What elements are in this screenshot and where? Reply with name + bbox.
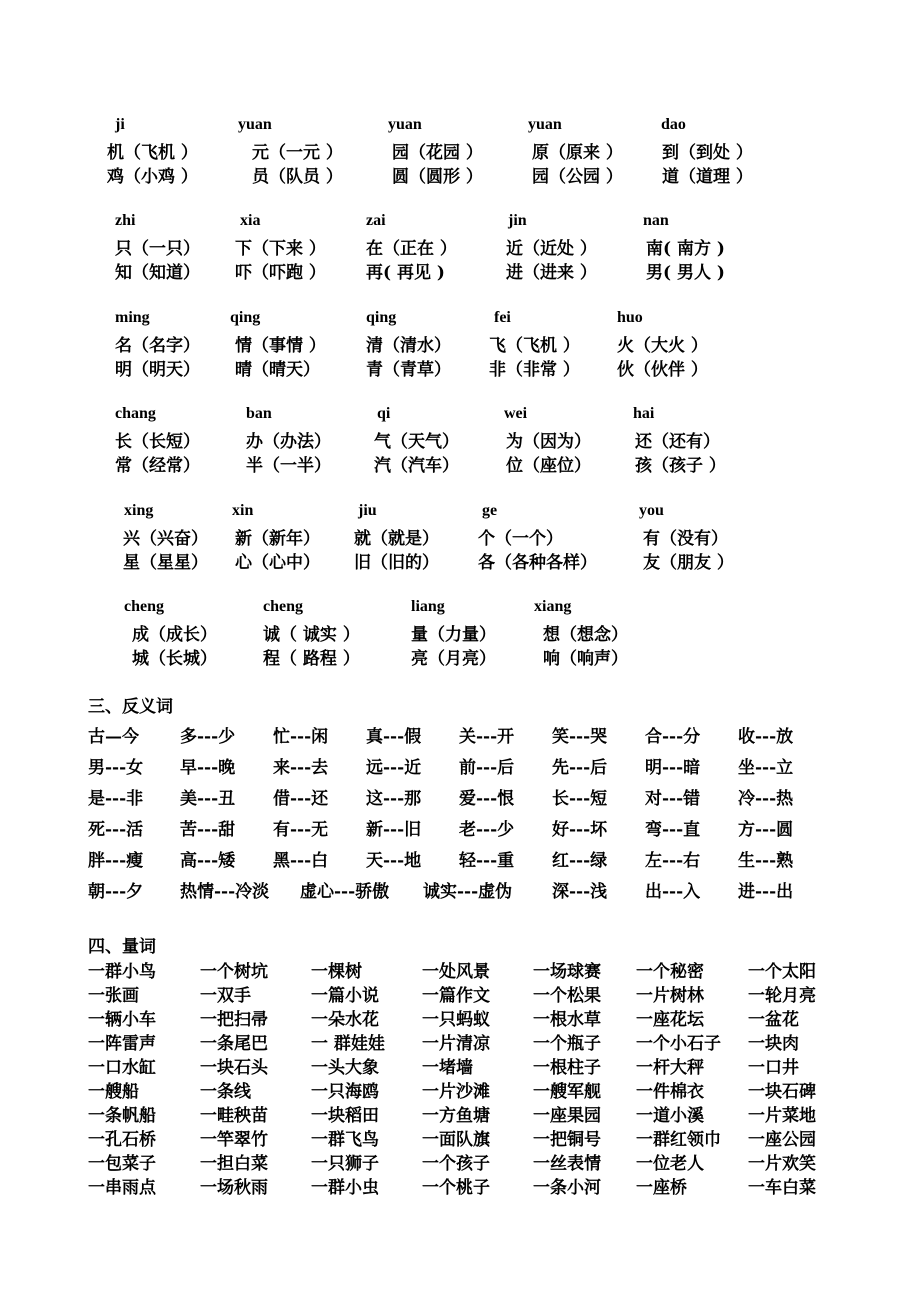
homophone-group — [0, 598, 920, 674]
homophone-word: 常（经常） — [115, 456, 200, 476]
measure-word-phrase: 一片清凉 — [422, 1034, 490, 1054]
homophone-word: 半（一半） — [246, 456, 331, 476]
antonym-pair: 天---地 — [366, 851, 422, 871]
pinyin-label: xia — [240, 212, 261, 229]
homophone-word: 员（队员 ） — [252, 167, 343, 187]
antonym-pair: 早---晚 — [180, 758, 236, 778]
measure-word-phrase: 一篇小说 — [311, 986, 379, 1006]
pinyin-label: zai — [366, 212, 386, 229]
measure-word-phrase: 一条线 — [200, 1082, 251, 1102]
measure-word-phrase: 一个松果 — [533, 986, 601, 1006]
measure-word-phrase: 一个瓶子 — [533, 1034, 601, 1054]
measure-word-phrase: 一阵雷声 — [88, 1034, 156, 1054]
homophone-word: 非（非常 ） — [489, 360, 580, 380]
antonym-pair: 古—今 — [88, 727, 139, 747]
antonym-pair: 苦---甜 — [180, 820, 236, 840]
measure-word-phrase: 一个太阳 — [748, 962, 816, 982]
antonym-pair: 生---熟 — [738, 851, 794, 871]
measure-word-phrase: 一串雨点 — [88, 1178, 156, 1198]
homophone-word: 圆（圆形 ） — [392, 167, 483, 187]
homophone-word: 伙（伙伴 ） — [617, 360, 708, 380]
homophone-word: 还（还有） — [635, 432, 720, 452]
homophone-word: 长（长短） — [115, 432, 200, 452]
homophone-word: 南( 南方 ) — [646, 239, 725, 259]
homophone-word: 想（想念） — [543, 625, 628, 645]
measure-word-phrase: 一场球赛 — [533, 962, 601, 982]
homophone-word: 位（座位） — [506, 456, 591, 476]
measure-word-phrase: 一座果园 — [533, 1106, 601, 1126]
pinyin-label: chang — [115, 405, 156, 422]
homophone-word: 到（到处 ） — [662, 143, 753, 163]
pinyin-label: qing — [366, 309, 397, 326]
pinyin-label: jiu — [358, 502, 377, 519]
homophone-word: 道（道理 ） — [662, 167, 753, 187]
measure-word-row — [0, 1005, 920, 1029]
measure-word-phrase: 一座桥 — [636, 1178, 687, 1198]
measure-word-phrase: 一杆大秤 — [636, 1058, 704, 1078]
measure-word-phrase: 一口水缸 — [88, 1058, 156, 1078]
measure-word-phrase: 一只蚂蚁 — [422, 1010, 490, 1030]
measure-word-phrase: 一头大象 — [311, 1058, 379, 1078]
antonym-pair: 关---开 — [459, 727, 515, 747]
homophone-group — [0, 502, 920, 578]
measure-word-phrase: 一盆花 — [748, 1010, 799, 1030]
measure-word-phrase: 一片沙滩 — [422, 1082, 490, 1102]
antonym-pair: 诚实---虚伪 — [423, 882, 513, 902]
antonym-pair: 美---丑 — [180, 789, 236, 809]
measure-word-phrase: 一根柱子 — [533, 1058, 601, 1078]
antonym-pair: 真---假 — [366, 727, 422, 747]
homophone-word: 火（大火 ） — [617, 336, 708, 356]
homophone-word: 下（下来 ） — [235, 239, 326, 259]
measure-word-phrase: 一场秋雨 — [200, 1178, 268, 1198]
measure-word-phrase: 一堵墙 — [422, 1058, 473, 1078]
antonym-row — [0, 753, 920, 781]
pinyin-label: yuan — [238, 116, 272, 133]
homophone-word: 为（因为） — [506, 432, 591, 452]
measure-word-phrase: 一艘船 — [88, 1082, 139, 1102]
antonym-pair: 新---旧 — [366, 820, 422, 840]
measure-word-phrase: 一轮月亮 — [748, 986, 816, 1006]
measure-word-phrase: 一张画 — [88, 986, 139, 1006]
homophone-word: 兴（兴奋） — [123, 529, 208, 549]
homophone-word: 在（正在 ） — [366, 239, 457, 259]
measure-word-phrase: 一根水草 — [533, 1010, 601, 1030]
antonym-pair: 明---暗 — [645, 758, 701, 778]
antonym-pair: 好---坏 — [552, 820, 608, 840]
pinyin-label: cheng — [263, 598, 303, 615]
measure-word-phrase: 一孔石桥 — [88, 1130, 156, 1150]
measure-word-row — [0, 1053, 920, 1077]
homophone-word: 吓（吓跑 ） — [235, 263, 326, 283]
antonym-row — [0, 846, 920, 874]
antonym-pair: 远---近 — [366, 758, 422, 778]
pinyin-label: ji — [115, 116, 125, 133]
measure-word-phrase: 一面队旗 — [422, 1130, 490, 1150]
homophone-group — [0, 405, 920, 481]
measure-word-row — [0, 1149, 920, 1173]
homophone-word: 清（清水） — [366, 336, 451, 356]
homophone-word: 再( 再见 ) — [366, 263, 445, 283]
pinyin-label: jin — [508, 212, 527, 229]
measure-word-phrase: 一畦秧苗 — [200, 1106, 268, 1126]
antonym-pair: 男---女 — [88, 758, 144, 778]
pinyin-label: wei — [504, 405, 528, 422]
antonym-pair: 虚心---骄傲 — [300, 882, 390, 902]
measure-word-phrase: 一辆小车 — [88, 1010, 156, 1030]
antonym-row — [0, 722, 920, 750]
antonym-pair: 这---那 — [366, 789, 422, 809]
antonym-pair: 长---短 — [552, 789, 608, 809]
measure-word-row — [0, 981, 920, 1005]
homophone-word: 青（青草） — [366, 360, 451, 380]
measure-word-phrase: 一处风景 — [422, 962, 490, 982]
homophone-word: 知（知道） — [115, 263, 200, 283]
antonym-pair: 死---活 — [88, 820, 144, 840]
measure-word-phrase: 一条小河 — [533, 1178, 601, 1198]
homophone-word: 飞（飞机 ） — [489, 336, 580, 356]
homophone-word: 新（新年） — [235, 529, 320, 549]
antonym-pair: 进---出 — [738, 882, 794, 902]
measure-word-phrase: 一丝表情 — [533, 1154, 601, 1174]
antonym-pair: 借---还 — [273, 789, 329, 809]
homophone-word: 晴（晴天） — [235, 360, 320, 380]
measure-word-phrase: 一座花坛 — [636, 1010, 704, 1030]
homophone-word: 友（朋友 ） — [643, 553, 734, 573]
antonym-pair: 冷---热 — [738, 789, 794, 809]
measure-word-phrase: 一 群娃娃 — [311, 1034, 385, 1054]
antonym-pair: 收---放 — [738, 727, 794, 747]
antonym-pair: 左---右 — [645, 851, 701, 871]
measure-word-phrase: 一群小鸟 — [88, 962, 156, 982]
homophone-word: 星（星星） — [123, 553, 208, 573]
measure-word-phrase: 一把扫帚 — [200, 1010, 268, 1030]
measure-word-phrase: 一座公园 — [748, 1130, 816, 1150]
homophone-word: 园（公园 ） — [532, 167, 623, 187]
homophone-group — [0, 212, 920, 288]
homophone-word: 心（心中） — [235, 553, 320, 573]
antonym-pair: 方---圆 — [738, 820, 794, 840]
homophone-word: 只（一只） — [115, 239, 200, 259]
antonym-pair: 忙---闲 — [273, 727, 329, 747]
measure-word-phrase: 一个桃子 — [422, 1178, 490, 1198]
pinyin-label: zhi — [115, 212, 136, 229]
antonym-pair: 是---非 — [88, 789, 144, 809]
homophone-word: 情（事情 ） — [235, 336, 326, 356]
pinyin-label: ban — [246, 405, 272, 422]
measure-word-phrase: 一群小虫 — [311, 1178, 379, 1198]
antonym-pair: 深---浅 — [552, 882, 608, 902]
homophone-group — [0, 309, 920, 385]
measure-word-row — [0, 1101, 920, 1125]
measure-word-phrase: 一群飞鸟 — [311, 1130, 379, 1150]
measure-word-phrase: 一只海鸥 — [311, 1082, 379, 1102]
antonym-pair: 老---少 — [459, 820, 515, 840]
homophone-word: 旧（旧的） — [354, 553, 439, 573]
measure-word-phrase: 一道小溪 — [636, 1106, 704, 1126]
homophone-word: 亮（月亮） — [411, 649, 496, 669]
antonym-pair: 黑---白 — [273, 851, 329, 871]
measure-word-phrase: 一双手 — [200, 986, 251, 1006]
pinyin-label: xing — [124, 502, 154, 519]
homophone-word: 汽（汽车） — [374, 456, 459, 476]
measure-word-phrase: 一口井 — [748, 1058, 799, 1078]
homophone-word: 就（就是） — [354, 529, 439, 549]
pinyin-label: fei — [494, 309, 511, 326]
pinyin-label: cheng — [124, 598, 164, 615]
antonym-pair: 热情---冷淡 — [180, 882, 270, 902]
antonym-row — [0, 815, 920, 843]
measure-word-phrase: 一片菜地 — [748, 1106, 816, 1126]
antonym-pair: 对---错 — [645, 789, 701, 809]
pinyin-label: qi — [377, 405, 391, 422]
pinyin-label: xin — [232, 502, 254, 519]
measure-word-phrase: 一棵树 — [311, 962, 362, 982]
measure-word-row — [0, 1125, 920, 1149]
homophone-word: 孩（孩子 ） — [635, 456, 726, 476]
homophone-word: 机（飞机 ） — [107, 143, 198, 163]
measure-word-phrase: 一位老人 — [636, 1154, 704, 1174]
measure-word-phrase: 一块肉 — [748, 1034, 799, 1054]
pinyin-label: ge — [482, 502, 498, 519]
measure-word-phrase: 一包菜子 — [88, 1154, 156, 1174]
pinyin-label: ming — [115, 309, 150, 326]
antonym-pair: 弯---直 — [645, 820, 701, 840]
antonym-pair: 出---入 — [645, 882, 701, 902]
pinyin-label: yuan — [388, 116, 422, 133]
antonym-pair: 胖---瘦 — [88, 851, 144, 871]
measure-word-phrase: 一担白菜 — [200, 1154, 268, 1174]
measure-word-phrase: 一艘军舰 — [533, 1082, 601, 1102]
homophone-word: 响（响声） — [543, 649, 628, 669]
homophone-word: 鸡（小鸡 ） — [107, 167, 198, 187]
homophone-group — [0, 116, 920, 192]
homophone-word: 进（进来 ） — [506, 263, 597, 283]
measure-word-phrase: 一条帆船 — [88, 1106, 156, 1126]
antonym-pair: 红---绿 — [552, 851, 608, 871]
homophone-word: 元（一元 ） — [252, 143, 343, 163]
homophone-word: 程（ 路程 ） — [263, 649, 360, 669]
pinyin-label: nan — [643, 212, 669, 229]
homophone-word: 诚（ 诚实 ） — [263, 625, 360, 645]
measure-word-phrase: 一群红领巾 — [636, 1130, 721, 1150]
antonym-pair: 合---分 — [645, 727, 701, 747]
measure-word-phrase: 一朵水花 — [311, 1010, 379, 1030]
homophone-word: 园（花园 ） — [392, 143, 483, 163]
measure-word-phrase: 一车白菜 — [748, 1178, 816, 1198]
antonym-pair: 坐---立 — [738, 758, 794, 778]
antonym-pair: 朝---夕 — [88, 882, 144, 902]
antonyms-heading: 三、反义词 — [88, 697, 173, 717]
homophone-word: 名（名字） — [115, 336, 200, 356]
measure-word-phrase: 一个树坑 — [200, 962, 268, 982]
pinyin-label: yuan — [528, 116, 562, 133]
antonym-pair: 前---后 — [459, 758, 515, 778]
measure-word-phrase: 一块石头 — [200, 1058, 268, 1078]
measure-word-row — [0, 1173, 920, 1197]
measure-word-phrase: 一片树林 — [636, 986, 704, 1006]
measure-word-phrase: 一把铜号 — [533, 1130, 601, 1150]
measure-word-phrase: 一竿翠竹 — [200, 1130, 268, 1150]
measure-word-phrase: 一块石碑 — [748, 1082, 816, 1102]
homophone-word: 个（一个） — [478, 529, 563, 549]
measure-word-row — [0, 1077, 920, 1101]
pinyin-label: xiang — [534, 598, 572, 615]
homophone-word: 成（成长） — [132, 625, 217, 645]
antonym-pair: 多---少 — [180, 727, 236, 747]
measure-word-phrase: 一篇作文 — [422, 986, 490, 1006]
antonym-pair: 高---矮 — [180, 851, 236, 871]
homophone-word: 各（各种各样） — [478, 553, 597, 573]
antonym-pair: 先---后 — [552, 758, 608, 778]
homophone-word: 男( 男人 ) — [646, 263, 725, 283]
pinyin-label: you — [639, 502, 664, 519]
antonym-pair: 轻---重 — [459, 851, 515, 871]
homophone-word: 原（原来 ） — [532, 143, 623, 163]
homophone-word: 有（没有） — [643, 529, 728, 549]
measure-word-phrase: 一个秘密 — [636, 962, 704, 982]
antonym-row — [0, 877, 920, 905]
pinyin-label: hai — [633, 405, 655, 422]
homophone-word: 城（长城） — [132, 649, 217, 669]
measure-word-phrase: 一只狮子 — [311, 1154, 379, 1174]
pinyin-label: huo — [617, 309, 643, 326]
measure-words-heading: 四、量词 — [88, 937, 156, 957]
measure-word-phrase: 一块稻田 — [311, 1106, 379, 1126]
measure-word-row — [0, 957, 920, 981]
homophone-word: 量（力量） — [411, 625, 496, 645]
measure-word-phrase: 一个小石子 — [636, 1034, 721, 1054]
antonym-pair: 爱---恨 — [459, 789, 515, 809]
antonym-pair: 笑---哭 — [552, 727, 608, 747]
pinyin-label: dao — [661, 116, 686, 133]
pinyin-label: qing — [230, 309, 261, 326]
homophone-word: 气（天气） — [374, 432, 459, 452]
homophone-word: 近（近处 ） — [506, 239, 597, 259]
measure-word-phrase: 一条尾巴 — [200, 1034, 268, 1054]
measure-word-phrase: 一方鱼塘 — [422, 1106, 490, 1126]
measure-word-phrase: 一件棉衣 — [636, 1082, 704, 1102]
antonym-pair: 来---去 — [273, 758, 329, 778]
measure-word-phrase: 一个孩子 — [422, 1154, 490, 1174]
pinyin-label: liang — [411, 598, 445, 615]
antonym-row — [0, 784, 920, 812]
homophone-word: 明（明天） — [115, 360, 200, 380]
homophone-word: 办（办法） — [246, 432, 331, 452]
measure-word-row — [0, 1029, 920, 1053]
antonym-pair: 有---无 — [273, 820, 329, 840]
measure-word-phrase: 一片欢笑 — [748, 1154, 816, 1174]
